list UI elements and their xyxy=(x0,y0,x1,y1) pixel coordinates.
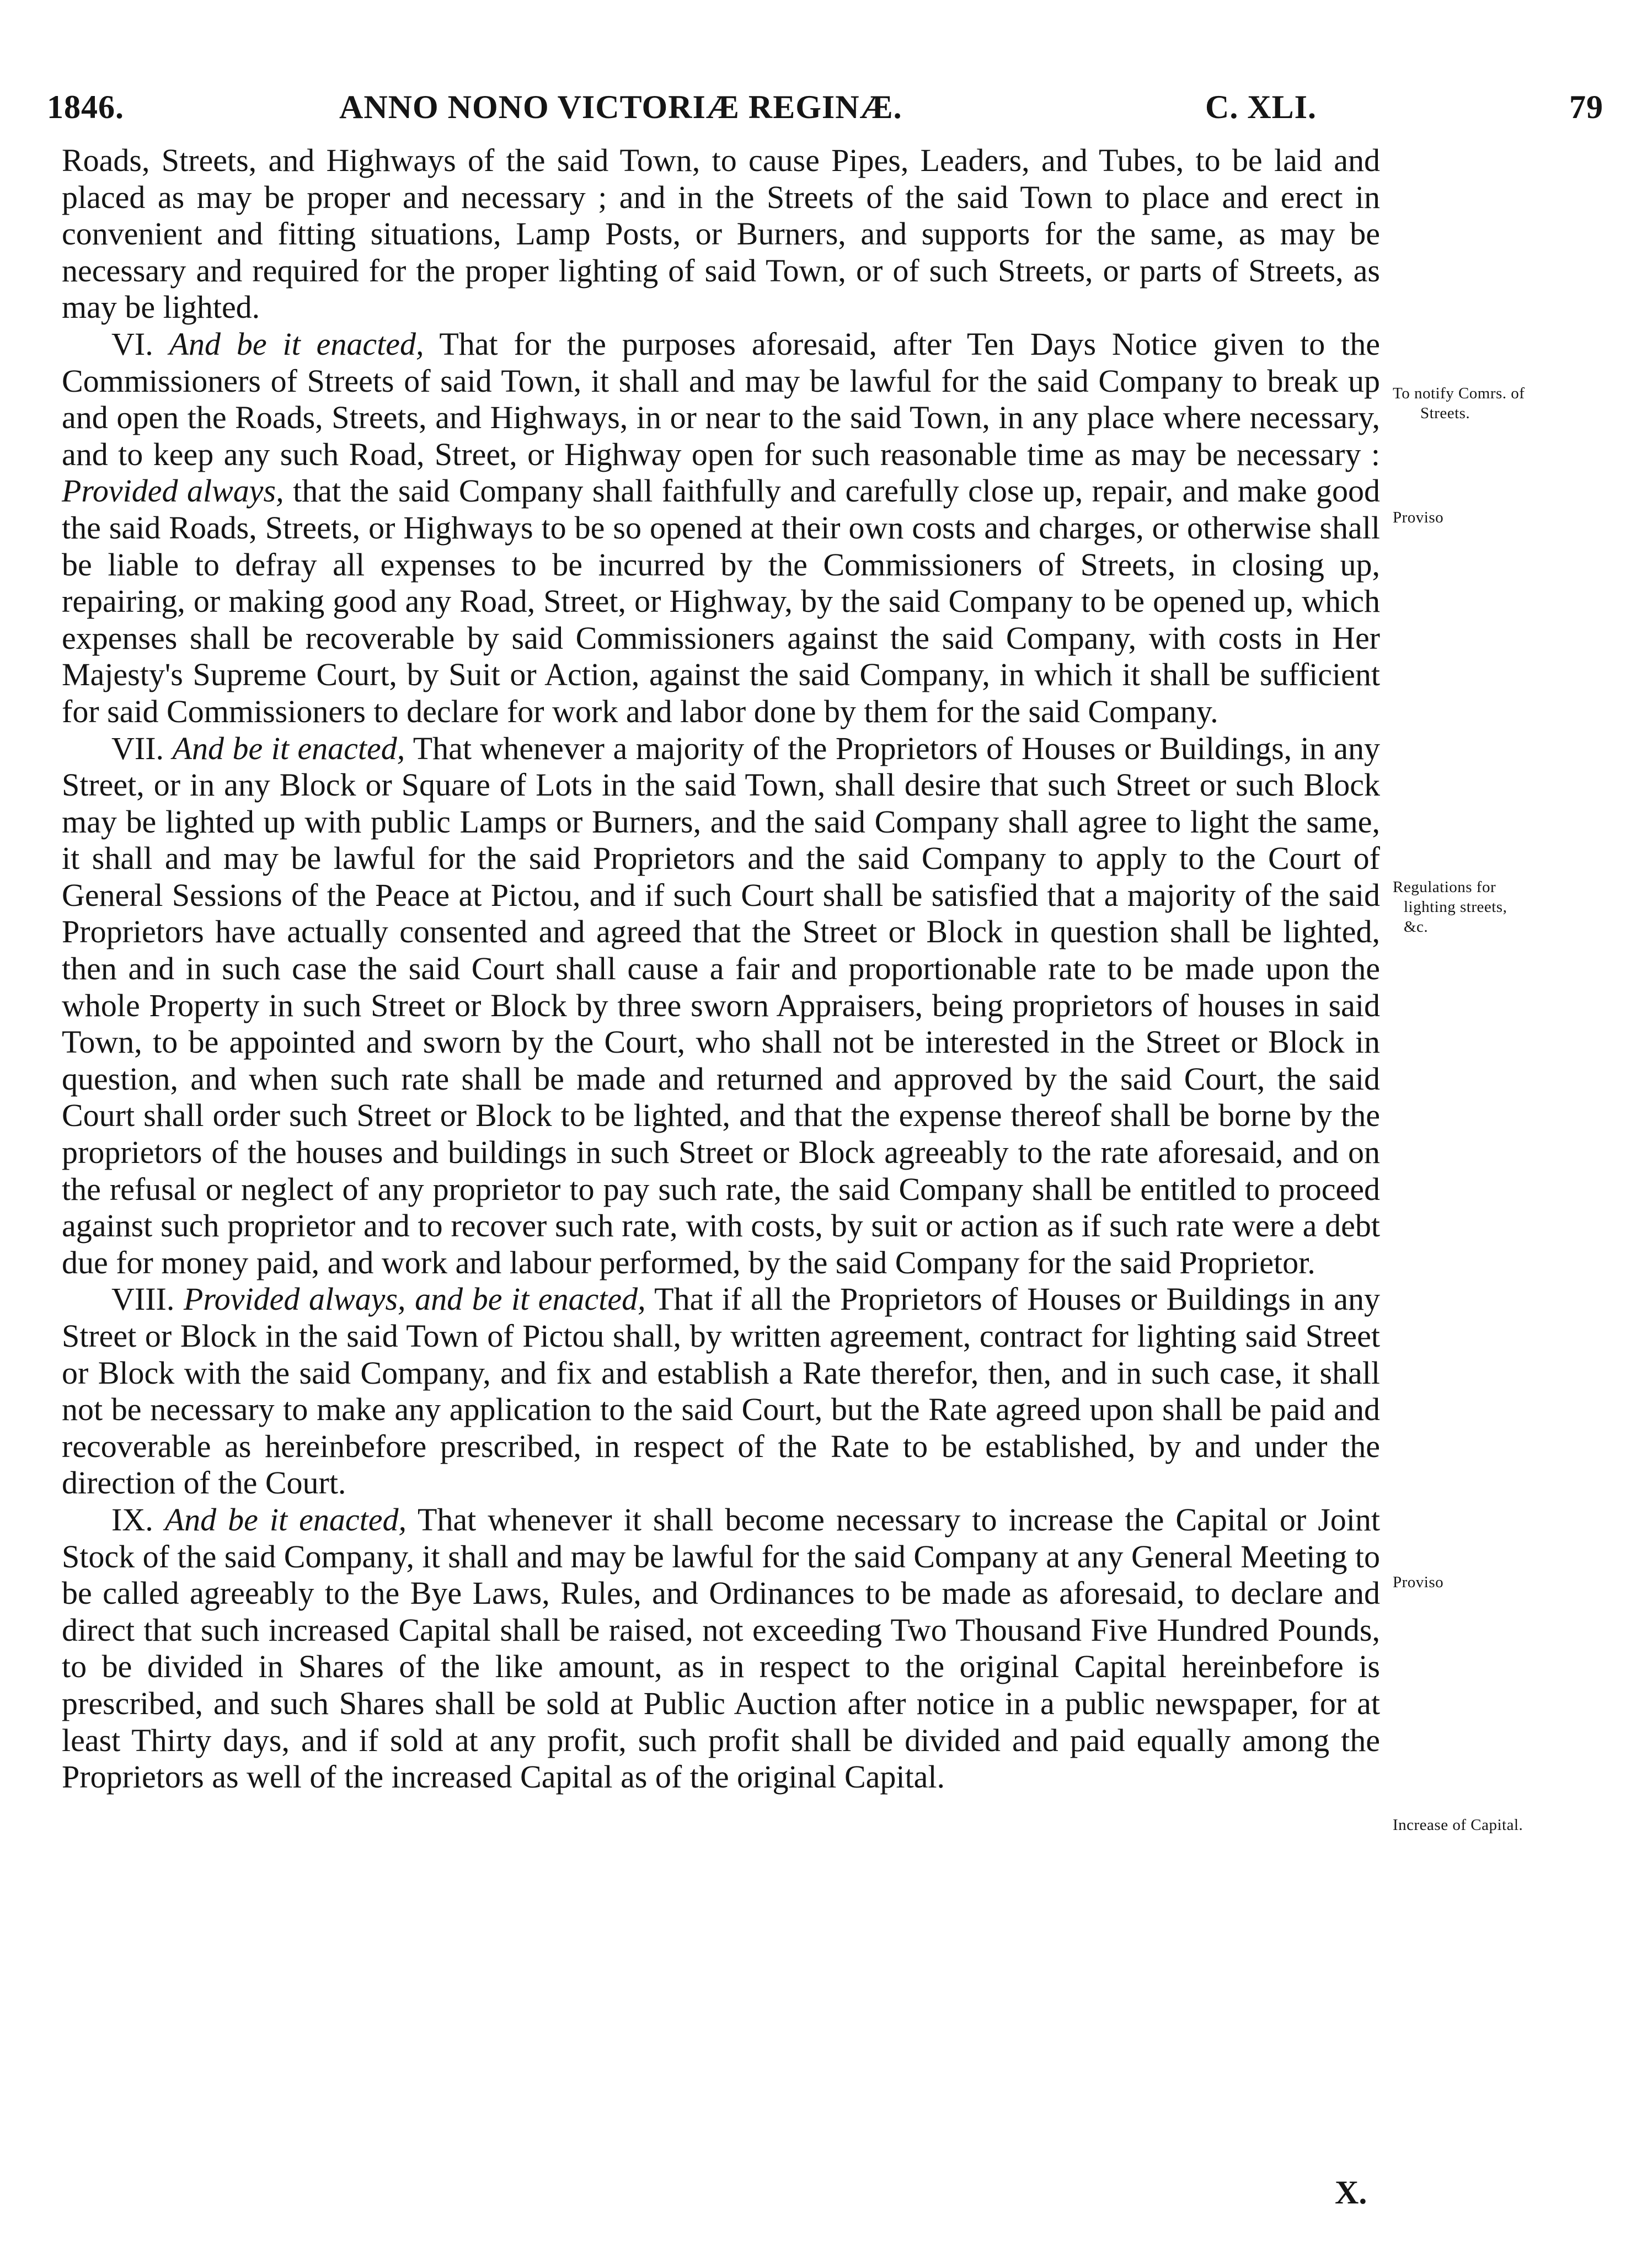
paragraph-continuation: Roads, Streets, and Highways of the said Town, to cause Pipes, Leaders, and Tubes, to be laid and placed as may be proper and necessary ; and in the Streets of the said Town to place and erect in convenient and fitting situations, Lamp Posts, or Burners, and supports for the same, as may be necessary and required for the proper lighting of said Town, or of such Streets, or parts of Streets, as may be lighted. xyxy=(62,142,1380,325)
page-number: 79 xyxy=(1569,89,1603,125)
running-header xyxy=(47,88,1603,132)
section-9 xyxy=(62,1502,1380,1796)
margin-note-line: lighting streets, xyxy=(1404,898,1507,916)
statute-body xyxy=(62,142,1380,1796)
margin-note-increase-of-capital: Increase of Capital. xyxy=(1393,1816,1523,1834)
section-8-enacting-clause: Provided always, and be it enacted, xyxy=(183,1281,646,1317)
section-7-number: VII. xyxy=(111,730,164,766)
section-8 xyxy=(62,1281,1380,1502)
margin-note-proviso: Proviso xyxy=(1393,509,1444,526)
section-9-number: IX. xyxy=(111,1501,153,1538)
margin-note-notify-commissioners xyxy=(1393,383,1624,423)
margin-note-line: Regulations for xyxy=(1393,878,1496,896)
section-7 xyxy=(62,730,1380,1282)
margin-note-regulations xyxy=(1393,877,1624,937)
section-7-text: That whenever a majority of the Proprietors of Houses or Buildings, in any Street, or in any Block or Square of Lots in the said Town, shall desire that such Street or such Block may be lighted up with public Lamps or Burners, and the said Company shall agree to light the same, it shall and may be lawful for the said Proprietors and the said Company to apply to the Court of General Sessions of the Peace at Pictou, and if such Court shall be satisfied that a majority of the said Proprietors have actually consented and agreed that the Street or Block in question shall be lighted, then and in such case the said Court shall cause a fair and proportionable rate to be made upon the whole Property in such Street or Block by three sworn Appraisers, being proprietors of houses in said Town, to be appointed and sworn by the Court, who shall not be interested in the Street or Block in question, and when such rate shall be made and returned and approved by the said Court, the said Court shall order such Street or Block to be lighted, and that the expense thereof shall be borne by the proprietors of the houses and buildings in such Street or Block agreeably to the rate aforesaid, and on the refusal or neglect of any proprietor to pay such rate, the said Company shall be entitled to proceed against such proprietor and to recover such rate, with costs, by suit or action as if such rate were a debt due for money paid, and work and labour performed, by the said Company for the said Proprietor. xyxy=(62,730,1381,1280)
section-8-number: VIII. xyxy=(111,1281,175,1317)
section-7-enacting-clause: And be it enacted, xyxy=(172,730,405,766)
catchword: X. xyxy=(1335,2174,1367,2211)
section-6-text-b: that the said Company shall faithfully and carefully close up, repair, and make good the said Roads, Streets, or Highways to be so opened at their own costs and charges, or otherwise shall be liable to defray all expenses to be incurred by the Commissioners of Streets, in closing up, repairing, or making good any Road, Street, or Highway, by the said Company to be opened up, which expenses shall be recoverable by said Commissioners against the said Company, with costs in Her Majesty's Supreme Court, by Suit or Action, against the said Company, in which it shall be sufficient for said Commissioners to declare for work and labor done by them for the said Company. xyxy=(62,473,1380,729)
margin-note-line: Streets. xyxy=(1420,404,1470,422)
header-year: 1846. xyxy=(47,89,124,125)
section-8-text: That if all the Proprietors of Houses or Buildings in any Street or Block in the said Town of Pictou shall, by written agreement, contract for lighting said Street or Block with the said Company, and fix and establish a Rate therefor, then, and in such case, it shall not be necessary to make any application to the said Court, but the Rate agreed upon shall be paid and recoverable as hereinbefore prescribed, in respect of the Rate to be established, by and under the direction of the Court. xyxy=(62,1281,1380,1501)
section-9-enacting-clause: And be it enacted, xyxy=(164,1501,407,1538)
section-9-text: That whenever it shall become necessary to increase the Capital or Joint Stock of the said Company, it shall and may be lawful for the said Company at any General Meeting to be called agreeably to the Bye Laws, Rules, and Ordinances to be made as aforesaid, to declare and direct that such increased Capital shall be raised, not exceeding Two Thousand Five Hundred Pounds, to be divided in Shares of the like amount, as in respect to the original Capital hereinbefore is prescribed, and such Shares shall be sold at Public Auction after notice in a public newspaper, for at least Thirty days, and if sold at any profit, such profit shall be divided and paid equally among the Proprietors as well of the increased Capital as of the original Capital. xyxy=(62,1501,1380,1795)
section-6-proviso-clause: Provided always, xyxy=(62,473,284,509)
margin-note-proviso-second: Proviso xyxy=(1393,1573,1444,1591)
section-6 xyxy=(62,326,1380,730)
margin-note-line: &c. xyxy=(1404,918,1429,936)
section-6-text-a: That for the purposes aforesaid, after Ten Days Notice given to the Commissioners of Streets of said Town, it shall and may be lawful for the said Company to break up and open the Roads, Streets, and Highways, in or near to the said Town, in any place where necessary, and to keep any such Road, Street, or Highway open for such reasonable time as may be necessary : xyxy=(62,325,1381,472)
header-title: ANNO NONO VICTORIÆ REGINÆ. xyxy=(339,89,902,125)
section-6-enacting-clause: And be it enacted, xyxy=(169,325,424,362)
margin-note-line: To notify Comrs. of xyxy=(1393,385,1525,402)
section-6-number: VI. xyxy=(111,325,153,362)
header-chapter: C. XLI. xyxy=(1205,89,1317,125)
